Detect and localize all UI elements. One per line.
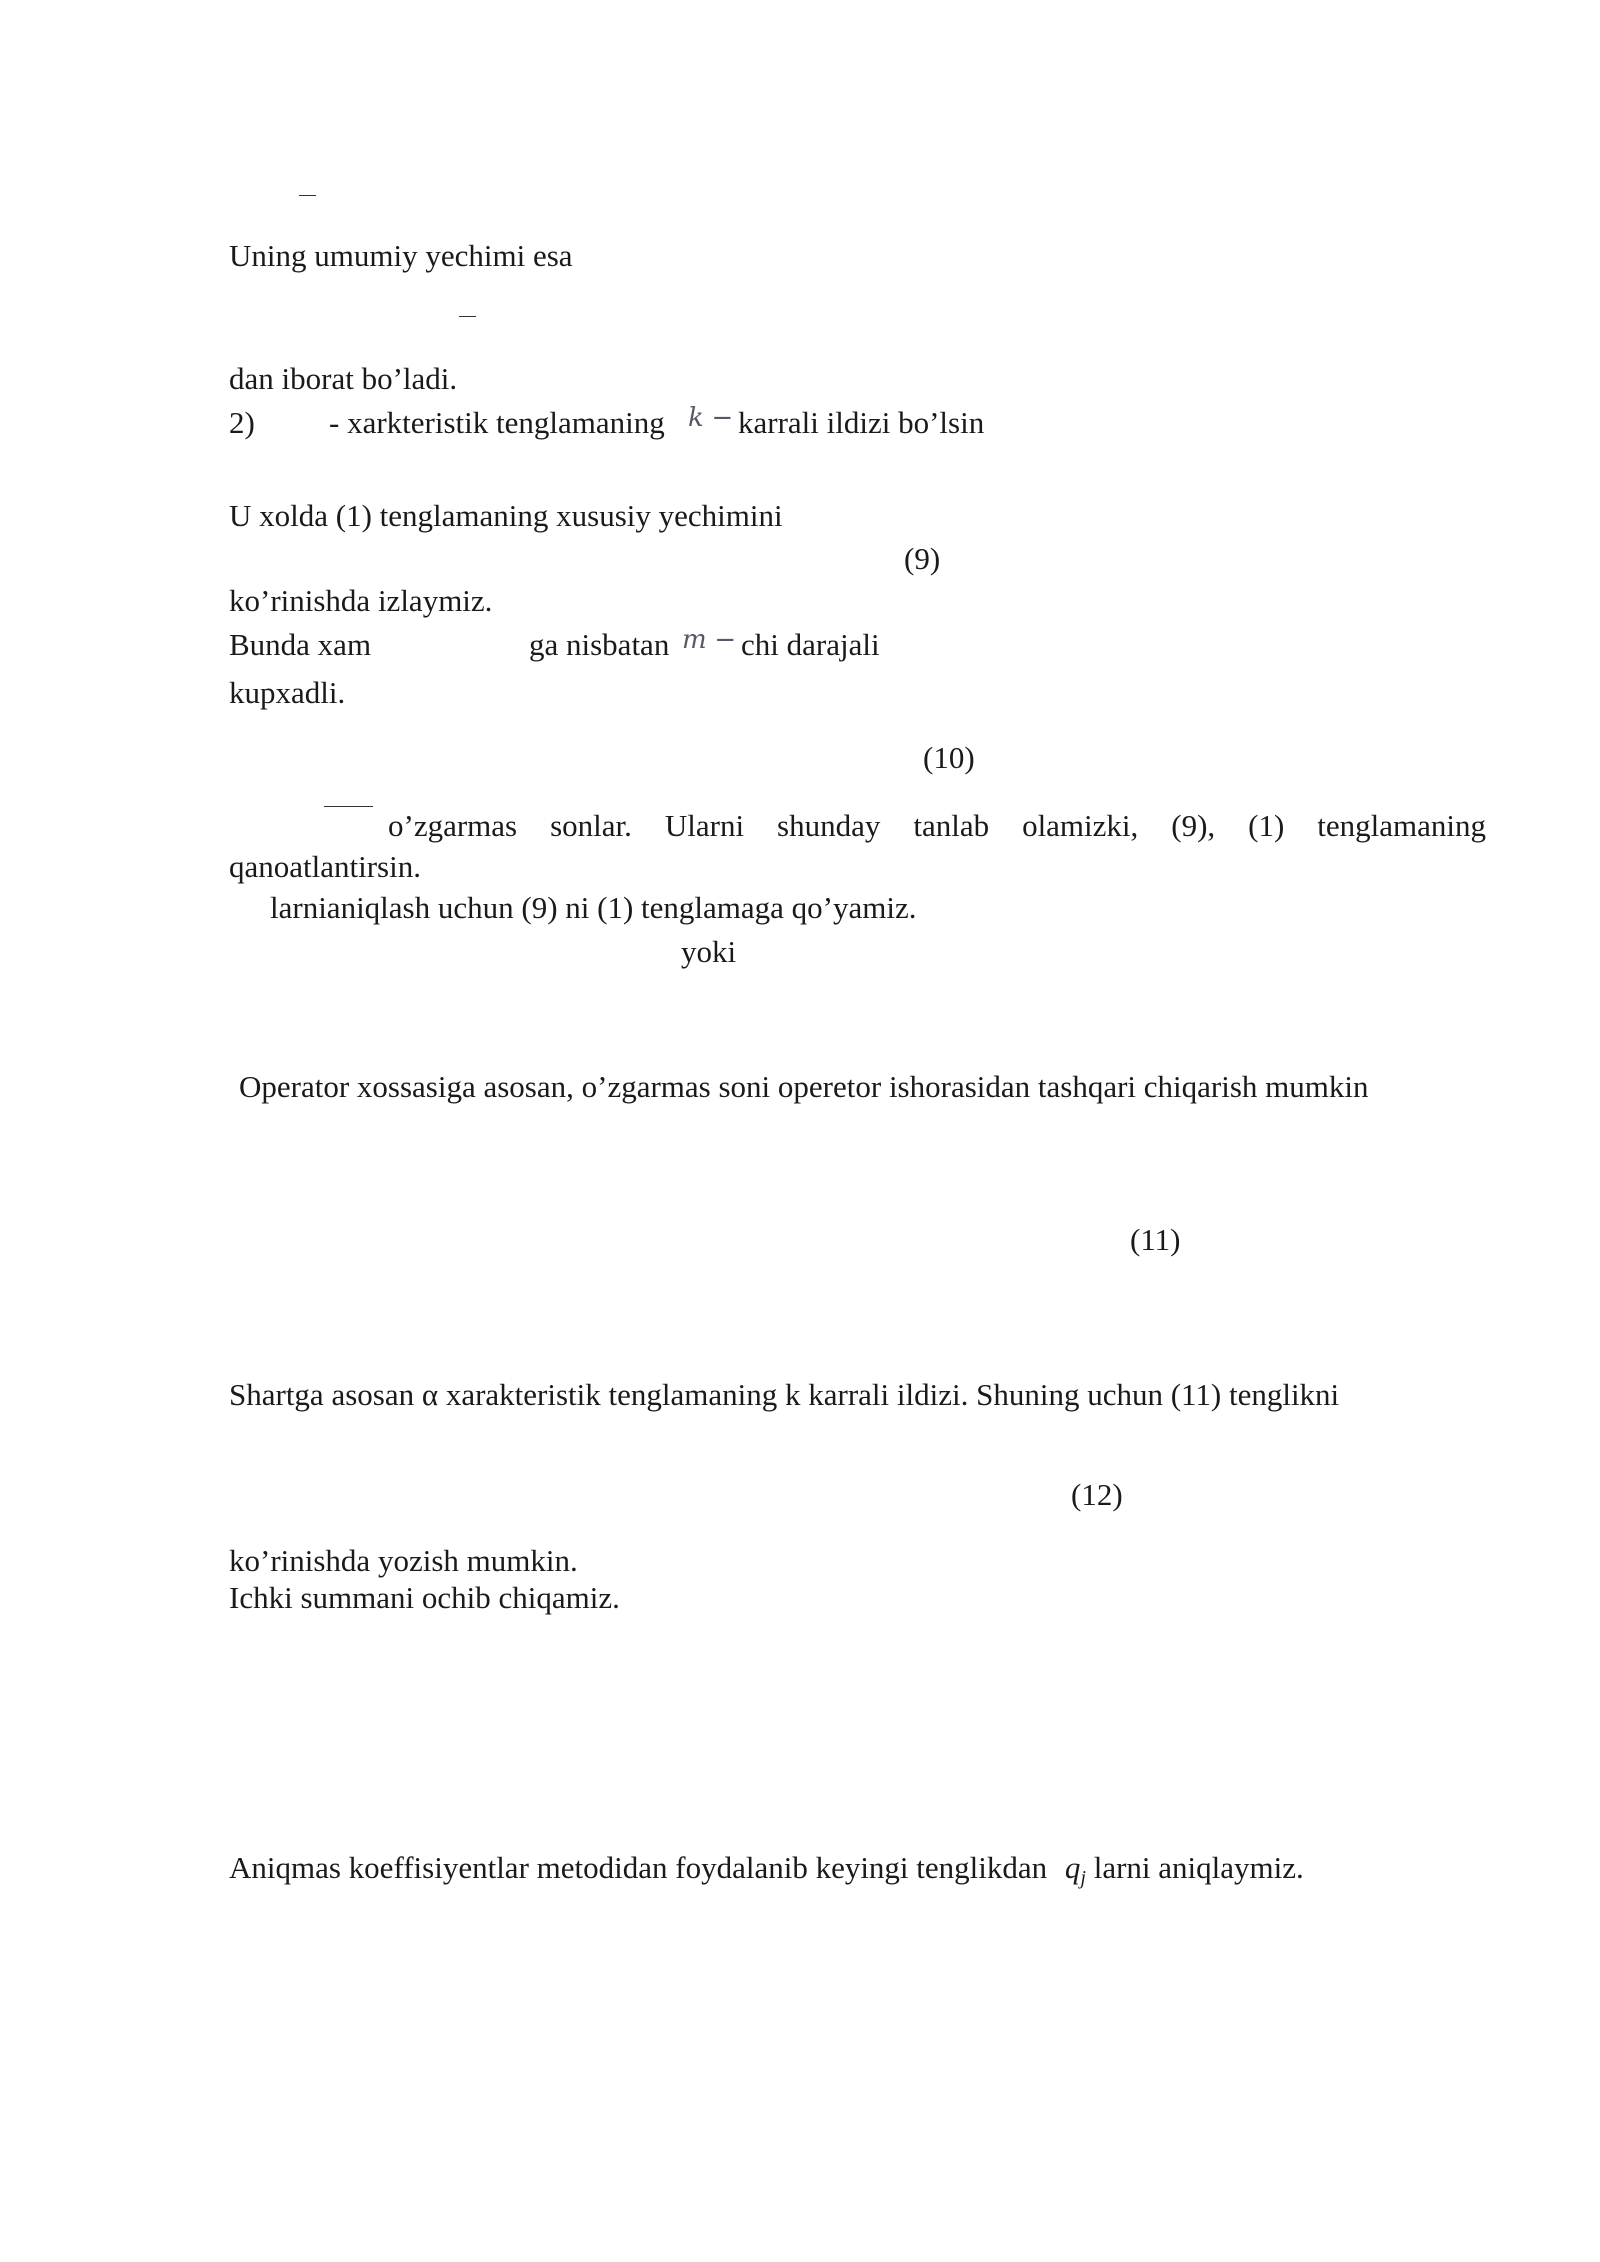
math-dash: − — [711, 403, 734, 433]
math-variable: m — [682, 625, 707, 655]
text-line: ga nisbatan — [529, 627, 670, 662]
text-line: Bunda xam — [229, 627, 372, 662]
text-line: chi darajali — [741, 627, 880, 662]
text-line: Ichki summani ochib chiqamiz. — [229, 1580, 620, 1615]
text-line: qanoatlantirsin. — [229, 849, 421, 884]
text-line: yoki — [681, 934, 737, 969]
text-line: ko’rinishda yozish mumkin. — [229, 1543, 578, 1578]
math-subscript: j — [1080, 1867, 1086, 1889]
text-line: o’zgarmas sonlar. Ularni shunday tanlab olamizki, (9), (1) tenglamaning — [388, 808, 1486, 843]
text-line — [688, 398, 733, 436]
math-q: q — [1064, 1850, 1081, 1885]
text-line: larnianiqlash uchun (9) ni (1) tenglamaga qo’yamiz. — [270, 890, 917, 925]
text-line: Uning umumiy yechimi esa — [229, 238, 573, 273]
text-line: karrali ildizi bo’lsin — [738, 405, 985, 440]
overline-mark — [299, 195, 316, 196]
text-line: Operator xossasiga asosan, o’zgarmas soni operetor ishorasidan tashqari chiqarish mumkin — [239, 1069, 1369, 1104]
math-variable: k — [688, 403, 704, 433]
equation-number: (12) — [1071, 1477, 1123, 1512]
text-line: U xolda (1) tenglamaning xususiy yechimini — [229, 498, 783, 533]
line-text: Aniqmas koeffisiyentlar metodidan foydalanib keyingi tenglikdan — [229, 1850, 1048, 1885]
line-text: larni aniqlaymiz. — [1093, 1850, 1304, 1885]
text-line — [229, 1850, 1304, 1896]
math-dash: − — [714, 625, 737, 655]
item-number: 2) — [229, 405, 255, 440]
math-variable — [1064, 1850, 1086, 1889]
equation-number: (10) — [923, 740, 975, 775]
text-line: Shartga asosan α xarakteristik tenglamaning k karrali ildizi. Shuning uchun (11) tenglikni — [229, 1377, 1340, 1412]
text-line: dan iborat bo’ladi. — [229, 361, 458, 396]
equation-number: (11) — [1130, 1222, 1181, 1257]
text-line: kupxadli. — [229, 675, 346, 710]
line-text: - xarkteristik tenglamaning — [329, 405, 665, 440]
equation-number: (9) — [904, 541, 941, 576]
text-line — [229, 405, 665, 441]
overline-mark — [459, 316, 476, 317]
text-line: ko’rinishda izlaymiz. — [229, 583, 493, 618]
text-line — [682, 620, 736, 658]
overline-mark — [324, 806, 373, 807]
